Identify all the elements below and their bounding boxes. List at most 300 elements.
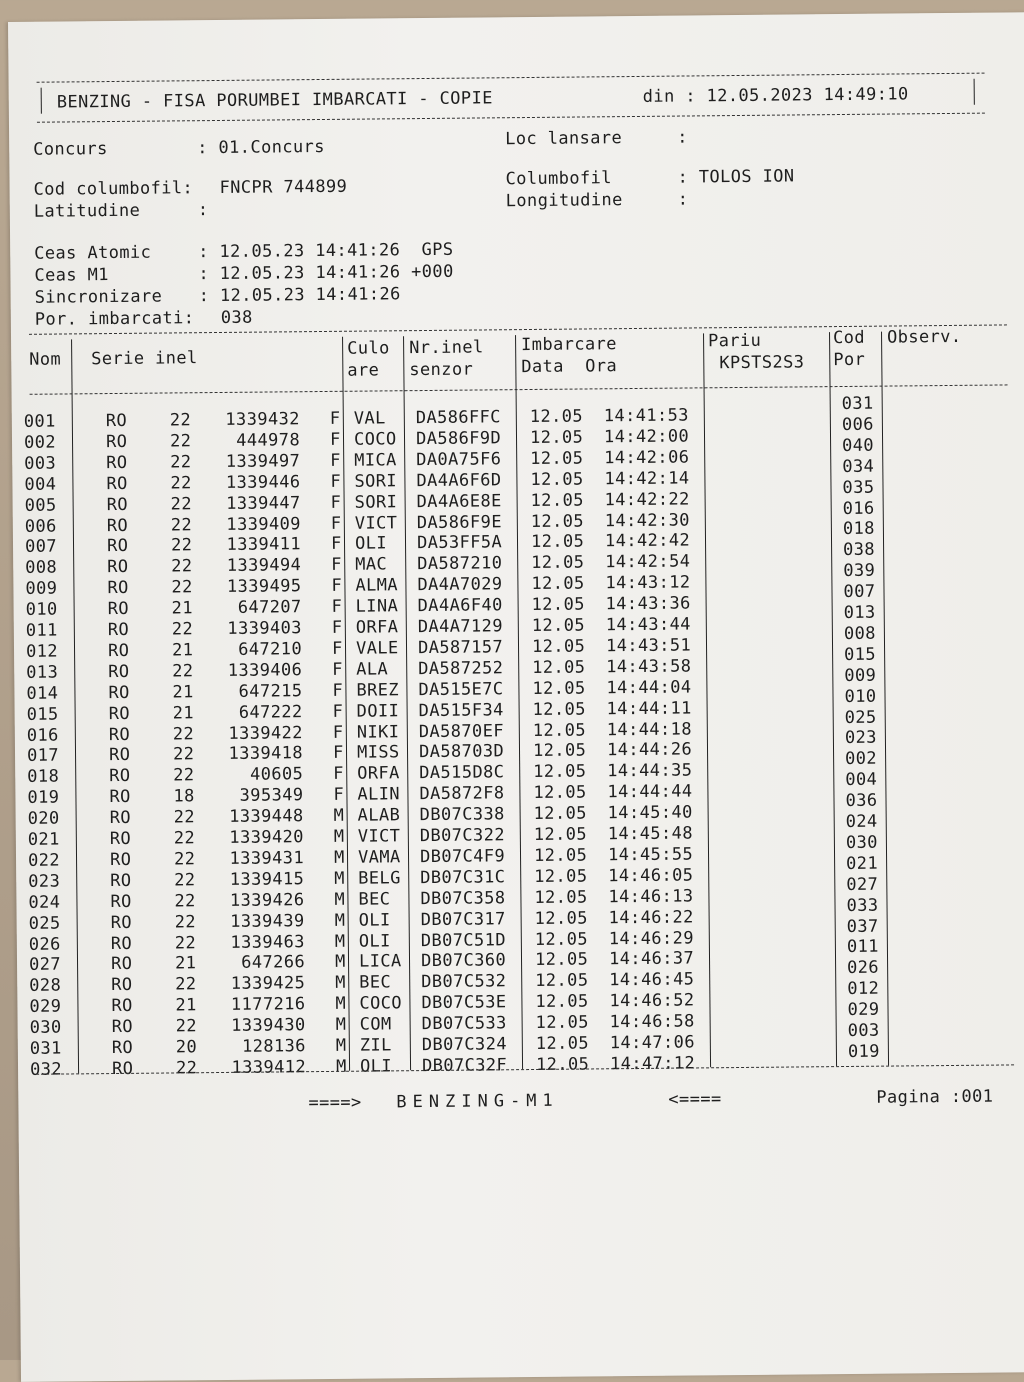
cell-color: BEC [358,889,391,910]
cell-sex: F [330,534,342,555]
cell-cod-por: 036 [845,790,878,812]
cod-columbofil-value: FNCPR 744899 [219,176,348,198]
cell-ring: 1339497 [225,451,301,472]
col-senzor: senzor [409,359,474,381]
cell-year: 22 [171,556,193,577]
cell-country: RO [108,703,131,724]
cell-cod-por: 025 [844,707,877,728]
cell-time: 14:42:14 [604,468,690,489]
cell-color: BREZ [356,679,400,701]
cell-sex: F [330,471,342,492]
cell-date: 12.05 [530,448,584,469]
sincronizare-value: : 12.05.23 14:41:26 [198,284,401,307]
longitudine-label: Longitudine [505,190,623,212]
cell-time: 14:45:48 [607,823,694,845]
cell-country: RO [106,494,129,515]
col-pariu: Pariu [708,330,762,352]
cell-cod-por: 034 [842,456,875,477]
cell-cod-por: 006 [841,414,874,435]
cell-country: RO [107,640,130,661]
cell-time: 14:43:36 [605,593,691,615]
cell-date: 12.05 [532,740,587,762]
footer-brand: BENZING-M1 [396,1090,559,1113]
cell-sensor: DB07C338 [419,804,505,826]
cell-year: 22 [171,619,194,640]
cell-year: 22 [170,493,193,515]
cell-country: RO [106,452,128,473]
cell-color: SORI [354,491,398,513]
cell-color: VALE [355,638,399,659]
cell-year: 21 [172,702,195,724]
cell-date: 12.05 [532,699,586,720]
cell-cod-por: 037 [846,916,879,937]
cell-color: MAC [355,554,388,575]
cell-ring: 1339412 [231,1057,307,1078]
cell-nom: 020 [27,808,60,829]
cell-nom: 011 [25,620,58,641]
cell-ring: 1339494 [226,555,302,577]
cell-nom: 013 [26,662,59,683]
cell-sensor: DA586F9D [415,428,502,449]
cell-date: 12.05 [535,1033,590,1054]
cell-time: 14:47:12 [609,1053,696,1075]
cell-year: 22 [175,974,197,995]
cell-cod-por: 011 [846,937,879,958]
cell-color: OLI [359,1056,393,1077]
cell-sensor: DA5872F8 [419,783,505,805]
cell-cod-por: 027 [846,874,879,895]
cell-time: 14:42:42 [604,530,691,552]
cell-year: 21 [175,995,197,1016]
cell-nom: 010 [25,599,58,620]
cell-sex: M [333,847,345,868]
cell-ring: 1339425 [230,973,306,995]
cell-year: 21 [171,598,194,619]
cell-cod-por: 039 [843,560,876,582]
top-border [37,73,985,83]
cell-nom: 003 [24,453,57,474]
cell-color: ALIN [357,784,401,805]
cell-ring: 1339495 [226,576,302,598]
cell-ring: 1339430 [231,1015,306,1036]
cell-country: RO [110,891,132,912]
cell-sensor: DB07C4F9 [419,846,506,867]
footer-right-arrow: <==== [668,1089,722,1110]
cell-year: 22 [174,870,196,891]
cell-nom: 019 [27,787,60,809]
cell-country: RO [109,828,132,850]
cell-cod-por: 030 [845,832,878,853]
cell-sex: M [333,805,345,827]
cell-date: 12.05 [529,427,584,448]
cell-year: 21 [171,640,194,661]
ceas-atomic-value: : 12.05.23 14:41:26 GPS [198,239,454,263]
cell-nom: 012 [25,641,59,662]
cell-date: 12.05 [530,510,585,532]
cell-nom: 023 [28,871,61,892]
cell-year: 22 [174,890,196,912]
cell-country: RO [106,515,129,536]
cell-date: 12.05 [533,824,588,845]
cell-color: LINA [355,596,399,617]
cell-cod-por: 019 [847,1041,880,1062]
cell-date: 12.05 [530,490,584,511]
cell-country: RO [105,410,128,432]
right-bar [974,79,975,105]
cell-time: 14:42:06 [604,447,690,469]
cell-nom: 022 [27,850,61,871]
cell-year: 22 [170,535,193,556]
col-cod: Cod [832,327,866,349]
cell-nom: 031 [29,1038,62,1059]
col-observ: Observ. [886,326,962,348]
cell-sex: F [331,638,343,659]
cell-date: 12.05 [531,594,585,616]
cell-sensor: DB07C53E [421,992,507,1014]
cell-color: ALAB [357,805,401,826]
cell-ring: 1339446 [225,471,301,493]
cell-sensor: DA587210 [417,553,503,575]
concurs-value: : 01.Concurs [197,136,325,159]
header-border [37,113,985,123]
por-imbarcati-label: Por. imbarcati: [34,308,195,330]
cell-nom: 015 [26,704,59,725]
cell-sex: F [331,576,343,597]
cell-country: RO [108,682,130,703]
cell-time: 14:45:40 [607,802,693,824]
longitudine-colon: : [677,189,689,210]
cell-year: 22 [169,431,192,452]
cell-ring: 1339426 [229,889,305,911]
cell-time: 14:46:45 [609,969,695,991]
cell-sensor: DB07C533 [421,1013,507,1035]
cell-ring: 1339463 [230,931,305,953]
cell-sensor: DB07C51D [420,929,507,951]
col-nom: Nom [29,349,62,370]
print-date: din : 12.05.2023 14:49:10 [642,84,909,107]
cell-color: BELG [358,868,401,889]
cell-nom: 005 [24,495,57,516]
cell-ring: 1339415 [229,868,305,890]
cell-nom: 001 [23,411,56,432]
col-data-ora: Data Ora [521,356,618,378]
concurs-label: Concurs [33,139,108,160]
cell-year: 22 [175,1058,198,1079]
cell-cod-por: 003 [847,1020,880,1041]
cell-color: ALMA [355,575,399,596]
cell-cod-por: 026 [847,957,880,979]
cell-time: 14:44:44 [607,781,693,803]
cell-cod-por: 040 [842,435,875,456]
cell-nom: 029 [29,996,62,1018]
cell-sex: M [335,1035,347,1056]
cell-sex: F [332,659,343,680]
cell-color: LICA [358,951,402,973]
cell-country: RO [111,1058,134,1079]
cell-sex: F [333,764,344,785]
cell-country: RO [106,473,128,494]
cell-color: COM [359,1014,392,1035]
cell-nom: 018 [27,766,60,788]
cell-time: 14:44:11 [606,698,692,719]
cell-country: RO [107,598,130,620]
cell-time: 14:46:58 [609,1011,695,1033]
sincronizare-label: Sincronizare [34,286,163,308]
cell-cod-por: 002 [845,748,878,770]
cell-ring: 1339432 [225,409,300,430]
cell-time: 14:47:06 [609,1032,696,1054]
cell-time: 14:46:52 [609,990,695,1012]
cell-year: 21 [174,953,197,974]
cell-ring: 647207 [237,597,302,618]
cell-year: 22 [170,452,192,473]
col-imbarcare: Imbarcare [521,334,617,356]
cell-year: 20 [175,1037,198,1058]
ceas-m1-value: : 12.05.23 14:41:26 +000 [198,261,454,285]
cell-color: ZIL [359,1035,392,1056]
cell-nom: 004 [24,474,57,495]
cell-sensor: DA53FF5A [416,532,503,554]
left-bar [41,88,42,114]
col-kpsts: KPSTS2S3 [719,352,805,374]
cell-sex: F [329,429,341,450]
cell-country: RO [109,849,132,870]
cell-sex: F [331,596,343,618]
cell-cod-por: 038 [843,539,876,561]
footer-left-arrow: ====> [308,1092,362,1114]
cell-country: RO [107,619,130,641]
cell-date: 12.05 [530,531,585,553]
cell-date: 12.05 [530,469,584,490]
cell-sex: F [332,680,344,701]
cell-color: COCO [353,429,397,450]
cell-sex: M [334,868,345,889]
cell-ring: 1339420 [229,827,304,848]
cell-sensor: DA4A6F40 [417,595,503,617]
cell-sex: F [333,784,345,806]
cell-date: 12.05 [531,552,585,574]
cell-sex: F [330,450,341,471]
cell-sex: M [333,826,345,847]
cell-nom: 025 [28,913,61,934]
cell-sensor: DA4A7129 [417,616,504,638]
cell-date: 12.05 [534,949,589,971]
cell-date: 12.05 [532,719,587,741]
cell-sex: F [329,408,341,429]
loc-lansare-colon: : [677,127,688,148]
cell-nom: 009 [25,578,58,600]
cell-nom: 007 [24,536,58,558]
cell-sensor: DA586FFC [415,407,502,429]
cell-color: VICT [357,826,401,847]
cell-date: 12.05 [534,866,588,887]
cell-country: RO [108,661,130,682]
latitudine-label: Latitudine [33,200,141,222]
cell-cod-por: 029 [847,999,880,1021]
cell-time: 14:42:54 [605,551,691,573]
cell-date: 12.05 [533,761,587,783]
cell-country: RO [110,912,133,933]
cell-ring: 444978 [236,430,301,451]
cell-cod-por: 008 [843,623,876,644]
cell-sensor: DB07C532 [421,971,507,993]
cell-color: BEC [359,972,392,993]
cell-ring: 1177216 [230,994,306,1016]
cell-year: 22 [172,661,194,682]
cell-ring: 1339448 [229,806,304,828]
cell-country: RO [111,975,133,996]
cell-year: 22 [173,807,196,828]
cell-country: RO [108,745,131,766]
cell-country: RO [106,536,129,557]
cell-year: 22 [172,744,195,765]
cell-date: 12.05 [535,970,589,992]
cell-nom: 002 [23,432,57,453]
col-por: Por [833,349,866,371]
cell-sensor: DA4A6F6D [416,469,502,491]
cell-color: OLI [358,909,391,931]
cell-time: 14:43:44 [605,614,692,636]
cell-country: RO [109,766,131,787]
cell-ring: 1339403 [227,618,302,639]
cell-cod-por: 013 [843,602,876,624]
cell-sensor: DA515F34 [418,699,504,721]
cell-ring: 1339409 [226,513,301,535]
cell-color: SORI [354,470,398,492]
cell-year: 22 [170,514,193,535]
columbofil-label: Columbofil [505,168,612,190]
cell-time: 14:42:30 [604,509,691,531]
cell-color: OLI [358,930,391,952]
ceas-atomic-label: Ceas Atomic [34,242,152,264]
cell-year: 22 [169,410,192,431]
cell-country: RO [110,870,132,891]
col-serie-inel: Serie inel [91,348,198,370]
cell-cod-por: 015 [844,644,877,665]
cell-time: 14:43:51 [605,635,692,657]
cell-cod-por: 031 [841,393,874,415]
cell-year: 22 [174,911,197,933]
cell-cod-por: 016 [842,498,875,519]
cell-cod-por: 024 [845,811,878,832]
cell-cod-por: 004 [845,769,878,791]
cell-date: 12.05 [533,803,587,825]
cod-columbofil-label: Cod columbofil: [33,178,194,200]
cell-ring: 647266 [241,952,306,974]
cell-nom: 026 [28,934,61,955]
cell-ring: 1339422 [228,722,303,744]
cell-time: 14:46:05 [608,865,694,887]
printout-sheet [8,12,1024,1382]
loc-lansare-label: Loc lansare [505,128,623,150]
cell-time: 14:46:22 [608,907,694,928]
cell-country: RO [110,954,133,975]
cell-color: MISS [356,742,400,764]
cell-time: 14:44:04 [606,677,692,698]
cell-sensor: DA4A7029 [417,574,503,596]
cell-date: 12.05 [532,657,586,678]
cell-date: 12.05 [534,928,589,950]
cell-time: 14:43:58 [606,656,692,678]
cell-nom: 014 [26,683,59,704]
cell-nom: 028 [29,975,62,997]
cell-time: 14:42:00 [603,426,690,448]
cell-country: RO [105,431,128,452]
cell-sex: M [335,1014,347,1035]
cell-ring: 647210 [238,639,303,660]
cell-nom: 017 [26,745,60,767]
cell-sensor: DB07C32F [421,1055,508,1076]
cell-cod-por: 012 [847,978,880,1000]
cell-ring: 1339406 [227,660,303,681]
cell-year: 22 [175,1016,198,1037]
cell-sensor: DA4A6E8E [416,490,502,512]
cell-nom: 016 [26,725,59,746]
cell-sex: F [331,555,342,576]
cell-sensor: DA587252 [418,658,504,679]
cell-time: 14:46:29 [608,927,695,949]
cell-year: 21 [172,681,194,703]
cell-cod-por: 033 [846,895,879,916]
cell-time: 14:44:18 [606,718,693,740]
cell-color: COCO [359,993,403,1014]
cell-ring: 1339418 [228,743,304,765]
page-number: Pagina :001 [876,1086,994,1108]
cell-country: RO [111,1016,134,1038]
cell-sex: M [334,931,346,952]
cell-date: 12.05 [529,406,584,428]
cell-year: 22 [171,577,193,598]
cell-date: 12.05 [533,782,587,804]
cell-cod-por: 035 [842,477,875,498]
cell-country: RO [108,724,131,745]
cell-year: 22 [173,849,196,870]
cell-nom: 008 [25,557,58,579]
cell-year: 22 [173,765,195,786]
cell-sensor: DA586F9E [416,511,503,533]
cell-sex: M [334,952,346,973]
cell-date: 12.05 [531,636,586,657]
cell-cod-por: 023 [844,728,877,749]
cell-sensor: DB07C322 [419,825,506,847]
cell-ring: 1339431 [229,848,305,869]
cell-time: 14:44:26 [606,739,693,761]
cell-color: ALA [356,659,389,680]
cell-sensor: DA515E7C [418,678,504,700]
cell-country: RO [111,1037,134,1059]
cell-date: 12.05 [533,845,588,866]
cell-country: RO [110,933,133,954]
col-nr-inel: Nr.inel [409,337,484,359]
cell-time: 14:44:35 [607,760,693,782]
cell-year: 22 [170,472,192,494]
cell-sex: F [332,743,344,764]
cell-ring: 128136 [241,1036,306,1057]
cell-color: MICA [354,450,397,471]
cell-ring: 395349 [239,785,304,806]
cell-country: RO [111,996,133,1017]
cell-cod-por: 009 [844,665,877,686]
cell-year: 22 [172,723,195,744]
col-culoare-2: are [347,360,380,381]
cell-sensor: DB07C31C [420,867,506,888]
cell-date: 12.05 [534,887,588,908]
cell-nom: 006 [24,516,57,537]
cell-cod-por: 010 [844,686,877,707]
cell-sex: F [330,492,342,513]
cell-time: 14:45:55 [607,844,694,866]
cell-sex: F [332,701,344,722]
